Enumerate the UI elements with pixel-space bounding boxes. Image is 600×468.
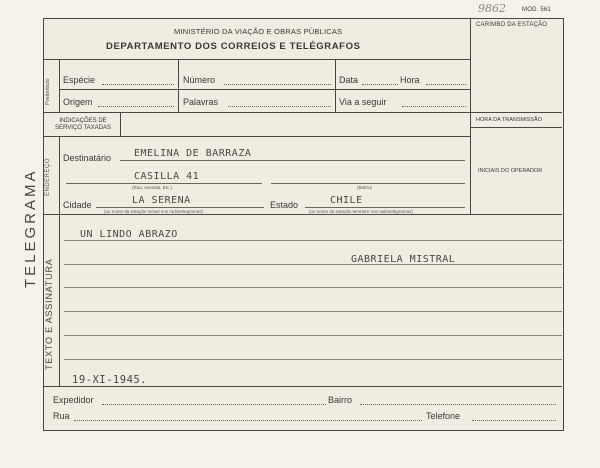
preamble-section-label: Preâmbulo xyxy=(45,78,51,105)
cidade-hint: (ou nome da estação móvel nos radiotelegramas) xyxy=(104,209,204,214)
text-section-label: TEXTO E ASSINATURA xyxy=(44,258,54,370)
message-signature: GABRIELA MISTRAL xyxy=(351,254,456,265)
cidade-label: Cidade xyxy=(63,200,92,210)
form-number: MOD. 561 xyxy=(522,7,551,13)
telegrama-side-title: TELEGRAMA xyxy=(22,168,39,288)
telegram-form xyxy=(43,18,564,431)
handwritten-number: 9862 xyxy=(478,2,506,15)
expedidor-label: Expedidor xyxy=(53,395,94,405)
estado-hint: (ou nome da estação terrestre nos radiotelegramas) xyxy=(309,209,413,214)
estado-value: CHILE xyxy=(330,195,363,206)
street-hint: (Rua, Avenida, Etc.) xyxy=(132,185,172,190)
bairro-hint: (Bairro) xyxy=(357,185,373,190)
estado-label: Estado xyxy=(270,200,299,210)
street-value: CASILLA 41 xyxy=(134,171,200,182)
data-label: Data xyxy=(339,75,359,85)
origem-label: Origem xyxy=(63,97,93,107)
telefone-label: Telefone xyxy=(426,411,461,421)
address-section-label: ENDEREÇO xyxy=(45,157,51,196)
hora-label: Hora xyxy=(400,75,420,85)
via-label: Via a seguir xyxy=(339,97,387,107)
especie-label: Espécie xyxy=(63,75,96,85)
cidade-value: LA SERENA xyxy=(132,195,191,206)
palavras-label: Palavras xyxy=(183,97,219,107)
message-date: 19-XI-1945. xyxy=(72,374,148,386)
bairro-label: Bairro xyxy=(328,395,353,405)
indicacoes-label: INDICAÇÕES DE SERVIÇO TAXADAS xyxy=(54,118,112,131)
rua-label: Rua xyxy=(53,411,70,421)
iniciais-operador-label: INICIAIS DO OPERADOR xyxy=(478,168,543,174)
department-title: DEPARTAMENTO DOS CORREIOS E TELÉGRAFOS xyxy=(106,41,361,52)
hora-transmissao-label: HORA DA TRANSMISSÃO xyxy=(476,117,542,123)
destinatario-value: EMELINA DE BARRAZA xyxy=(134,148,252,159)
numero-label: Número xyxy=(183,75,216,85)
ministry-title: MINISTÉRIO DA VIAÇÃO E OBRAS PÚBLICAS xyxy=(174,27,343,36)
destinatario-label: Destinatário xyxy=(63,153,112,163)
message-text: UN LINDO ABRAZO xyxy=(80,229,178,240)
stamp-label: CARIMBO DA ESTAÇÃO xyxy=(476,22,548,28)
